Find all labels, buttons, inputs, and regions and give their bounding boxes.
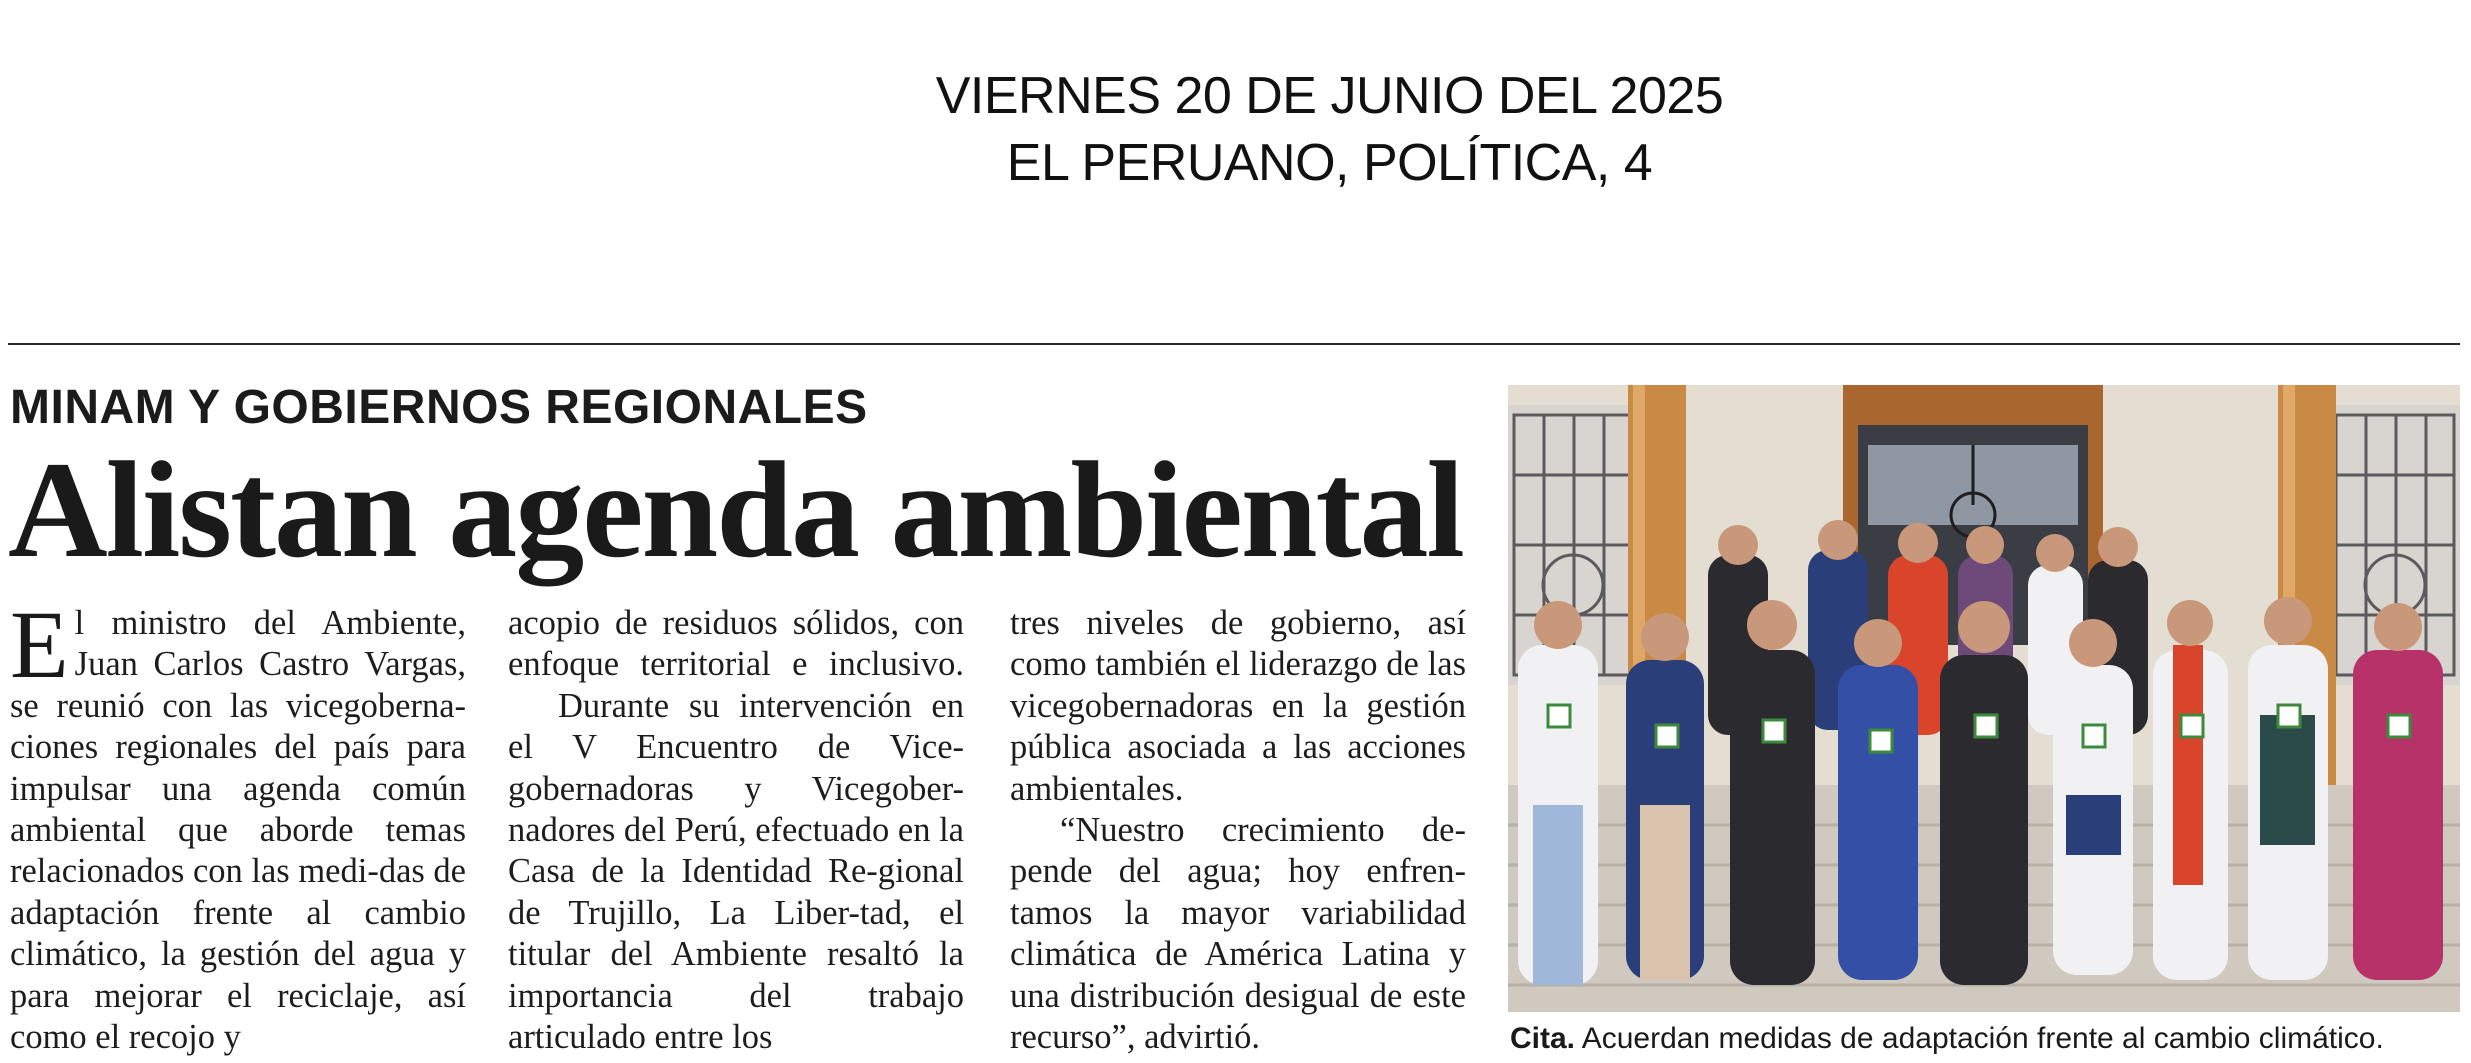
group-photo-illustration xyxy=(1508,385,2460,1012)
paragraph-1-text: l ministro del Ambiente, Juan Carlos Castro Vargas, se reunió con las vicegoberna-ciones regionales del país para impulsar una agenda común ambiental que aborde temas relacionados con las medi-das de adaptación frente al cambio climático, la gestión del agua y para mejorar el reciclaje, así como el recojo y xyxy=(10,604,466,1057)
paragraph-2-continued: tres niveles de gobierno, así como también el liderazgo de las vicegobernadoras en la gestión pública asociada a las acciones ambientales. xyxy=(1010,604,1466,808)
caption-label: Cita. xyxy=(1510,1022,1576,1055)
paragraph-2: Durante su intervención en el V Encuentro de Vice-gobernadoras y Vicegober-nadores del Perú, efectuado en la Casa de la Identidad Re-gional de Trujillo, La Liber-tad, el titular del Ambiente resaltó la importancia del trabajo articulado entre los xyxy=(508,686,964,1057)
photo-caption xyxy=(1510,1022,2470,1056)
article-column-3 xyxy=(1010,603,1466,1058)
article-headline: Alistan agenda ambiental xyxy=(8,433,1463,586)
news-photo xyxy=(1508,385,2460,1012)
paragraph-1-continued: acopio de residuos sólidos, con enfoque territorial e inclusivo. xyxy=(508,604,964,684)
article-column-2 xyxy=(508,603,964,1058)
article-kicker: MINAM Y GOBIERNOS REGIONALES xyxy=(10,381,868,434)
section-divider xyxy=(8,343,2460,345)
issue-date: VIERNES 20 DE JUNIO DEL 2025 xyxy=(935,67,1724,125)
article-column-1 xyxy=(10,591,466,1058)
paragraph-3-quote: “Nuestro crecimiento de-pende del agua; hoy enfren-tamos la mayor variabilidad climática de América Latina y una distribución desigual de este recurso”, advirtió. xyxy=(1010,811,1466,1057)
paragraph-1 xyxy=(10,591,466,1058)
drop-cap: E xyxy=(10,591,69,698)
publication-section: EL PERUANO, POLÍTICA, 4 xyxy=(1006,134,1653,192)
caption-text: Acuerdan medidas de adaptación frente al cambio climático. xyxy=(1575,1022,2384,1055)
